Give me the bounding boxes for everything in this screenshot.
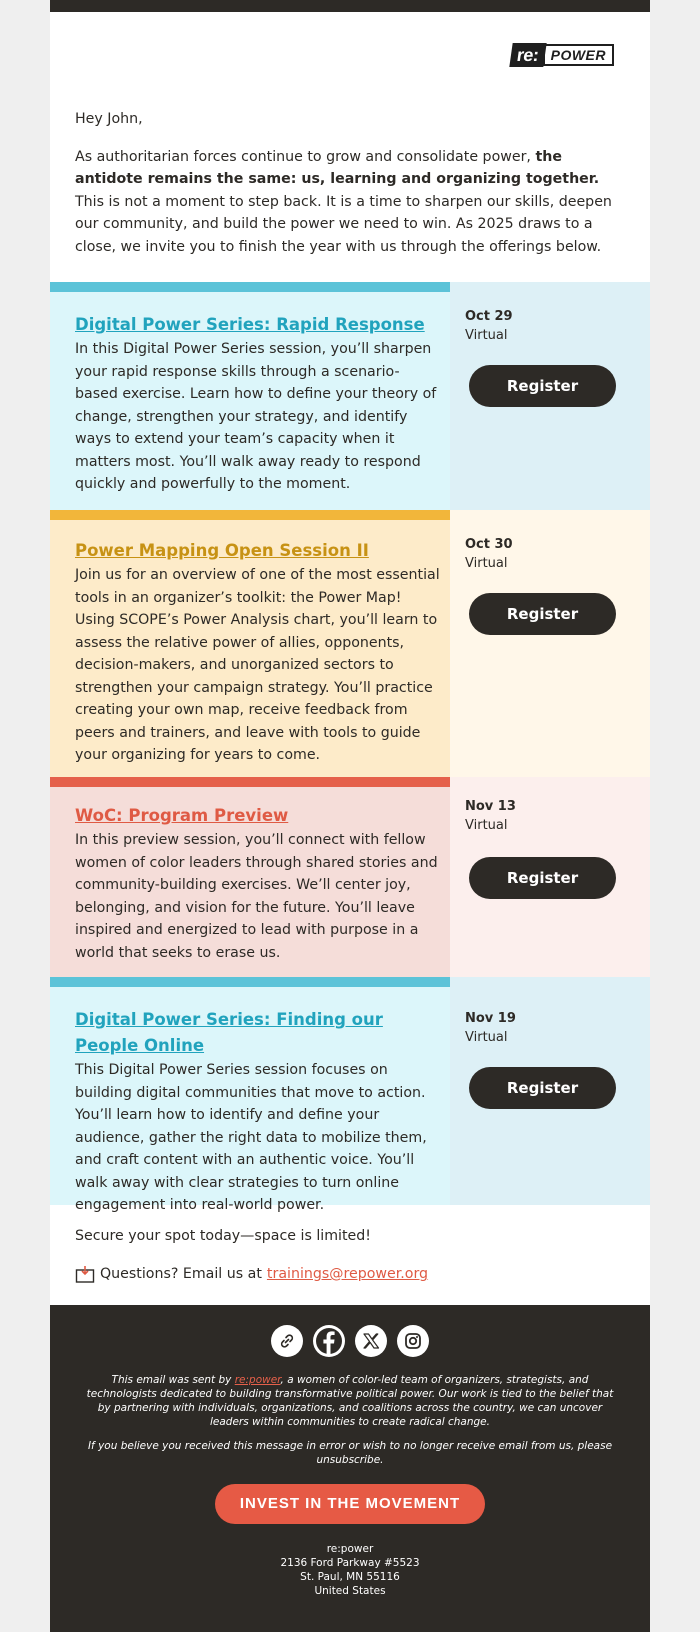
instagram-icon[interactable] <box>397 1325 429 1357</box>
event-details <box>50 282 450 510</box>
intro-bold: the antidote remains the same: us, learning and organizing together. <box>75 148 600 187</box>
event-date: Nov 13 <box>465 799 516 814</box>
event-date: Oct 30 <box>465 537 513 552</box>
event-location: Virtual <box>465 1030 508 1045</box>
register-button[interactable]: Register <box>469 1067 616 1109</box>
sent-by-text: This email was sent by re:power, a women of color-led team of organizers, strategists, and technologists dedicated to building transformative political power. Our work is tied to the belief that by partnering with individuals, organizations, and coalitions across the country, we can uncover leaders within communities to create radical change. <box>86 1374 614 1428</box>
event-description: In this Digital Power Series session, you’ll sharpen your rapid response skills through a scenario-based exercise. Learn how to define your theory of change, strengthen your strategy, and identify ways to extend your team’s capacity when it matters most. You’ll walk away ready to respond quickly and powerfully to the moment. <box>75 341 437 492</box>
greeting: Hey John, <box>75 111 143 127</box>
social-links <box>50 1325 650 1357</box>
event-date: Nov 19 <box>465 1011 516 1026</box>
event-title-link[interactable]: Digital Power Series: Finding our People Online <box>75 1010 383 1055</box>
facebook-icon[interactable] <box>313 1325 345 1357</box>
event-title-link[interactable]: Digital Power Series: Rapid Response <box>75 315 425 334</box>
closing-section <box>75 1225 428 1285</box>
register-button[interactable]: Register <box>469 857 616 899</box>
repower-logo[interactable] <box>511 43 614 67</box>
intro-paragraph: As authoritarian forces continue to grow and consolidate power, the antidote remains the same: us, learning and organizing together. This is not a moment to step back. It is a time to sharpen our skills, deepen our community, and build the power we need to win. As 2025 draws to a close, we invite you to finish the year with us through the offerings below. <box>75 148 612 255</box>
event-location: Virtual <box>465 328 508 343</box>
event-stripe <box>50 510 450 520</box>
event-card <box>50 510 650 777</box>
event-stripe <box>50 282 450 292</box>
link-icon[interactable] <box>271 1325 303 1357</box>
event-details <box>50 510 450 777</box>
event-title-link[interactable]: WoC: Program Preview <box>75 806 289 825</box>
event-card <box>50 977 650 1213</box>
event-description: In this preview session, you’ll connect with fellow women of color leaders through shared stories and community-building exercises. We’ll center joy, belonging, and vision for the future. You’ll leave inspired and energized to lead with purpose in a world that seeks to erase us. <box>75 832 438 961</box>
email-link[interactable]: trainings@repower.org <box>266 1266 429 1282</box>
event-description: Join us for an overview of one of the most essential tools in an organizer’s toolkit: the Power Map! Using SCOPE’s Power Analysis chart, you’ll learn to assess the relative power of allies, opponents, decision-makers, and unorganized sectors to strengthen your campaign strategy. You’ll practice creating your own map, receive feedback from peers and trainers, and leave with tools to guide your organizing for years to come. <box>75 567 440 763</box>
intro-section <box>75 108 630 273</box>
event-meta <box>450 510 650 777</box>
questions-text: Questions? Email us at <box>100 1266 262 1282</box>
register-button[interactable]: Register <box>469 593 616 635</box>
register-button[interactable]: Register <box>469 365 616 407</box>
event-stripe <box>50 977 450 987</box>
event-location: Virtual <box>465 556 508 571</box>
event-location: Virtual <box>465 818 508 833</box>
questions-line <box>75 1263 428 1285</box>
event-card <box>50 282 650 510</box>
event-details <box>50 777 450 977</box>
logo-re: re: <box>509 43 546 67</box>
event-meta <box>450 282 650 510</box>
closing-line: Secure your spot today—space is limited! <box>75 1228 371 1244</box>
email-container <box>50 0 650 1632</box>
event-details <box>50 977 450 1213</box>
unsubscribe-text[interactable]: If you believe you received this message in error or wish to no longer receive email from us, please unsubscribe. <box>87 1440 613 1466</box>
event-meta <box>450 977 650 1205</box>
logo-power: POWER <box>543 44 614 66</box>
postal-address: re:power 2136 Ford Parkway #5523 St. Paul, MN 55116 United States <box>280 1543 420 1597</box>
event-card <box>50 777 650 977</box>
inbox-icon <box>75 1265 95 1283</box>
event-meta <box>450 777 650 977</box>
event-stripe <box>50 777 450 787</box>
event-date: Oct 29 <box>465 309 513 324</box>
event-title-link[interactable]: Power Mapping Open Session II <box>75 541 369 560</box>
x-icon[interactable] <box>355 1325 387 1357</box>
top-bar <box>50 0 650 12</box>
invest-button[interactable]: INVEST IN THE MOVEMENT <box>215 1484 485 1524</box>
footer <box>50 1305 650 1632</box>
event-description: This Digital Power Series session focuses on building digital communities that move to action. You’ll learn how to identify and define your audience, gather the right data to mobilize them, and craft content with an authentic voice. You’ll walk away with clear strategies to turn online engagement into real-world power. <box>75 1062 427 1213</box>
repower-link[interactable]: re:power <box>234 1374 281 1386</box>
